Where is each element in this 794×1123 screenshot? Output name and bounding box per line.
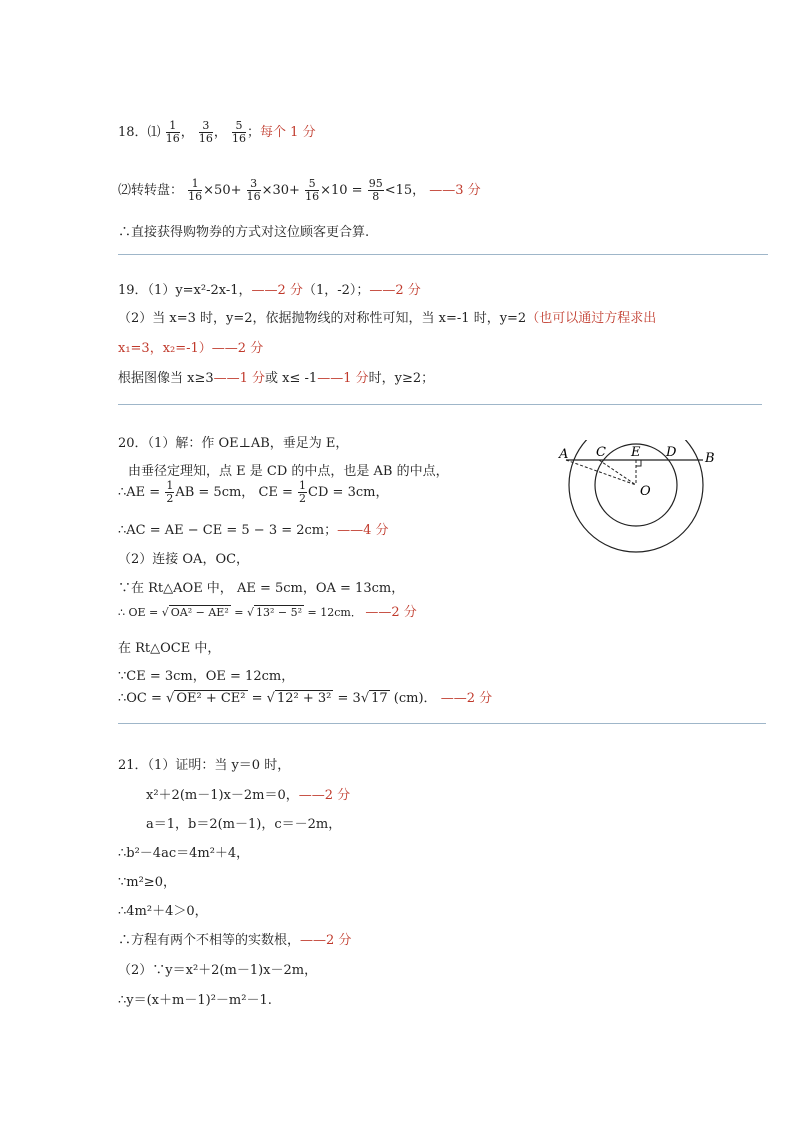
point-b-label: B [705, 451, 715, 466]
q18-part2 [118, 178, 481, 203]
q21-line-9: ∴y＝(x＋m－1)²－m²－1. [118, 993, 272, 1008]
q19-line-4: 根据图像当 x≥3——1 分或 x≤ -1——1 分时，y≥2； [118, 371, 435, 386]
right-angle-mark [636, 460, 641, 466]
q18-frac-3: $\frac{5}{16}$ [232, 119, 247, 145]
q18-expr-part: ×50+ [203, 183, 242, 198]
q19-line-3: x₁=3，x₂=-1）——2 分 [118, 341, 264, 356]
q18-p2-frac-2: $\frac{3}{16}$ [246, 177, 261, 203]
segment-oc [599, 460, 636, 485]
q20-line-5: （2）连接 OA，OC， [118, 552, 250, 567]
q18-p2-prefix: ⑵转转盘： [118, 183, 184, 198]
q21-line-2: x²＋2(m－1)x－2m＝0，——2 分 [146, 788, 351, 803]
point-e-label: E [631, 445, 641, 460]
divider [118, 723, 766, 724]
q20-line-9: ∵CE = 3cm，OE = 12cm， [118, 669, 295, 684]
concentric-circles-figure [556, 440, 726, 570]
q18-semicolon: ； [247, 125, 261, 140]
q19-line-2: （2）当 x=3 时，y=2，依据抛物线的对称性可知，当 x=-1 时，y=2（也可以通过方程求出 [118, 311, 657, 326]
q20-line-6: ∵在 Rt△AOE 中， AE = 5cm，OA = 13cm， [118, 581, 405, 596]
q20-line-1: 20．（1）解：作 OE⊥AB，垂足为 E， [118, 436, 349, 451]
q18-comma: ， [213, 125, 227, 140]
divider [118, 404, 762, 405]
q21-line-7: ∴方程有两个不相等的实数根，——2 分 [118, 933, 352, 948]
q18-frac-1: $\frac{1}{16}$ [165, 119, 180, 145]
q18-p2-frac-4: $\frac{95}{8}$ [368, 177, 383, 203]
q20-half-frac: $\frac{1}{2}$ [166, 479, 174, 505]
q18-p2-frac-3: $\frac{5}{16}$ [305, 177, 320, 203]
q21-line-8: （2）∵y＝x²＋2(m－1)x－2m， [118, 963, 318, 978]
q18-part1 [118, 120, 316, 145]
q18-expr-part: ×30+ [261, 183, 300, 198]
q18-score-2: ——3 分 [429, 183, 481, 198]
q20-line-8: 在 Rt△OCE 中， [118, 641, 221, 656]
q21-line-1: 21．（1）证明：当 y＝0 时， [118, 758, 291, 773]
q21-line-6: ∴4m²＋4＞0， [118, 904, 208, 919]
q20-half-frac: $\frac{1}{2}$ [299, 479, 307, 505]
q20-line-7: ∴ OE = √ OA² − AE² = √ 13² − 5² = 12cm． ——2 分 [118, 605, 417, 620]
q18-p2-frac-1: $\frac{1}{16}$ [188, 177, 203, 203]
q18-conclusion: ∴直接获得购物券的方式对这位顾客更合算. [118, 225, 370, 240]
divider [118, 254, 768, 255]
q20-line-10: ∴OC = √ OE² + CE² = √ 12² + 3² = 3√ 17 (cm)． ——2 分 [118, 691, 493, 706]
q21-line-4: ∴b²－4ac＝4m²＋4， [118, 846, 250, 861]
q18-expr-part: <15， [384, 183, 426, 198]
point-a-label: A [559, 447, 569, 462]
q21-line-3: a＝1，b＝2(m－1)，c＝－2m， [146, 817, 342, 832]
q18-expr-part: ×10 = [320, 183, 363, 198]
q20-line-4: ∴AC = AE − CE = 5 − 3 = 2cm；——4 分 [118, 523, 389, 538]
q20-line-2: 由垂径定理知，点 E 是 CD 的中点，也是 AB 的中点， [128, 464, 449, 479]
q18-score-1: 每个 1 分 [260, 125, 316, 140]
q19-line-1: 19．（1）y=x²-2x-1，——2 分（1，-2）；——2 分 [118, 283, 421, 298]
point-d-label: D [666, 445, 677, 460]
q18-p1-prefix: ⑴ [147, 125, 161, 140]
point-c-label: C [596, 445, 606, 460]
q21-line-5: ∵m²≥0， [118, 875, 176, 890]
q20-line-3: ∴AE = $\frac{1}{2}$ AB = 5cm， CE = $\frac{1}{2}$ CD = 3cm， [118, 479, 389, 505]
point-o-label: O [640, 484, 651, 499]
q18-number: 18． [118, 125, 148, 140]
q18-frac-2: $\frac{3}{16}$ [198, 119, 213, 145]
q18-comma: ， [180, 125, 194, 140]
